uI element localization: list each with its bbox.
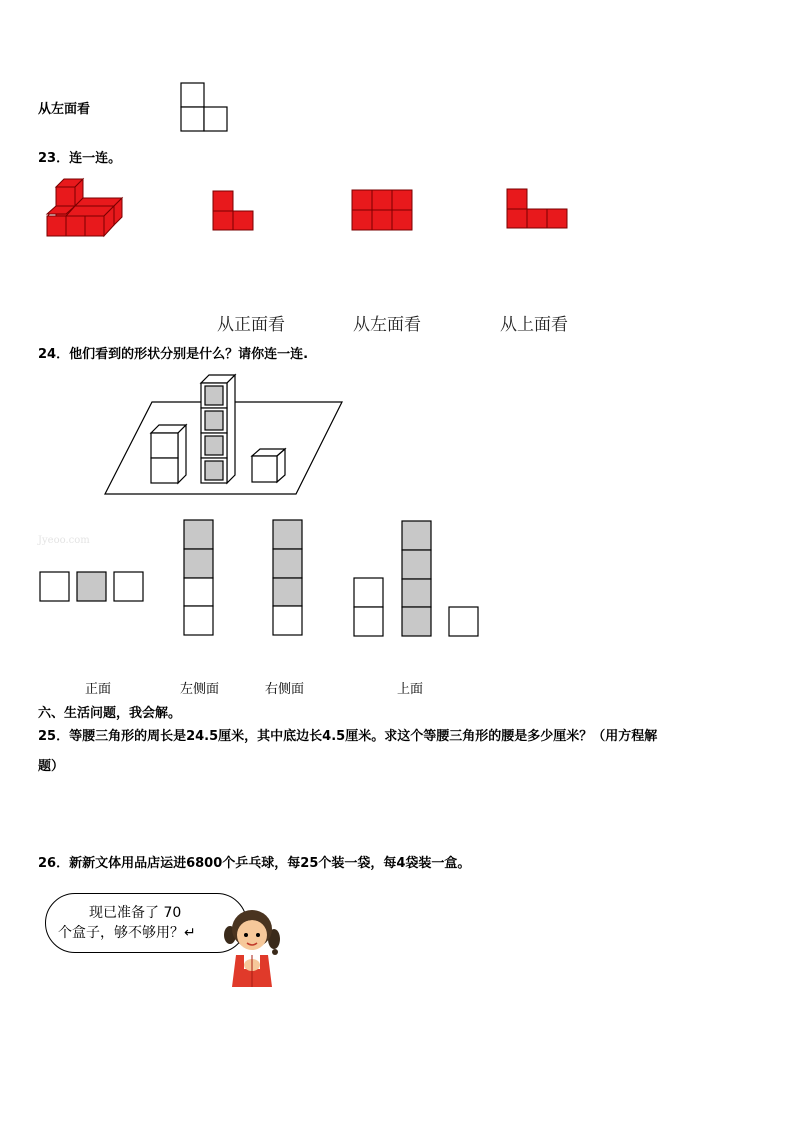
q25-line2: 题） <box>38 759 65 774</box>
q25-line1: 25．等腰三角形的周长是24.5厘米，其中底边长4.5厘米。求这个等腰三角形的腰是多少厘米？（用方程解 <box>38 729 658 744</box>
q23-label-left: 从左面看 <box>353 315 421 335</box>
q23-shape-long-l <box>506 188 570 230</box>
q26-title: 26．新新文体用品店运进6800个乒乓球，每25个装一袋，每4袋装一盒。 <box>38 856 471 871</box>
q24-label-front: 正面 <box>85 682 112 697</box>
view-option-top <box>353 520 481 638</box>
section6-title: 六、生活问题，我会解。 <box>38 706 182 721</box>
view-option-left-side <box>183 519 215 637</box>
view-option-right-side <box>272 519 304 637</box>
bubble-line1: 现已准备了 70 <box>89 905 182 921</box>
q23-label-top: 从上面看 <box>500 315 568 335</box>
q24-label-top: 上面 <box>397 682 424 697</box>
view-option-front <box>39 571 147 603</box>
girl-illustration <box>218 905 288 990</box>
q24-cube-scene <box>104 374 346 498</box>
left-view-label: 从左面看 <box>38 102 91 117</box>
left-view-shape <box>180 82 230 134</box>
q24-title: 24．他们看到的形状分别是什么？请你连一连. <box>38 347 309 362</box>
q23-shape-l <box>212 190 256 232</box>
watermark: Jyeoo.com <box>38 535 90 546</box>
q23-title: 23．连一连。 <box>38 151 122 166</box>
q23-red-solid <box>46 178 126 240</box>
q24-label-left-side: 左侧面 <box>180 682 220 697</box>
q23-label-front: 从正面看 <box>217 315 285 335</box>
q25-question <box>38 722 768 782</box>
q23-shape-rect <box>351 189 415 231</box>
q24-label-right-side: 右侧面 <box>265 682 305 697</box>
bubble-line2: 个盒子，够不够用？↵ <box>58 925 196 941</box>
